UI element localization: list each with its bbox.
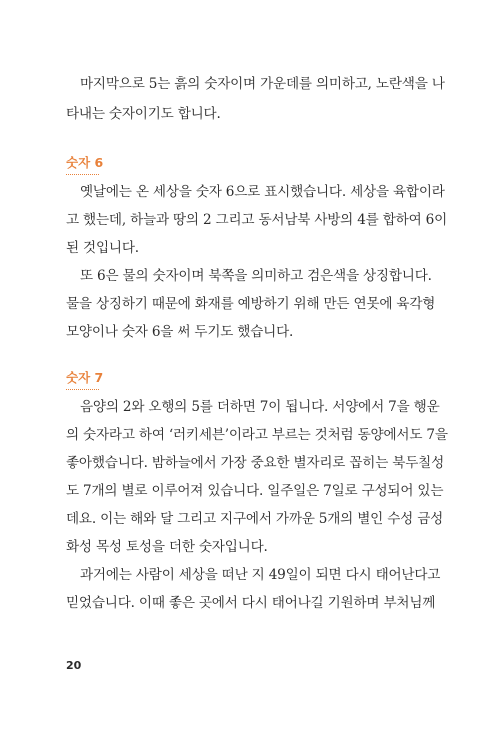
section7-p1-line-6: 화성 목성 토성을 더한 숫자입니다. (66, 539, 268, 555)
section7-p1-line-1: 음양의 2와 오행의 5를 더하면 7이 됩니다. 서양에서 7을 행운 (80, 399, 440, 415)
section7-p1-line-5: 데요. 이는 해와 달 그리고 지구에서 가까운 5개의 별인 수성 금성 (66, 511, 444, 527)
section6-p2-line-3: 모양이나 숫자 6을 써 두기도 했습니다. (66, 324, 294, 340)
section7-p2-line-2: 믿었습니다. 이때 좋은 곳에서 다시 태어나길 기원하며 부처님께 (66, 595, 436, 611)
section-heading-7: 숫자 7 (66, 370, 104, 385)
section-heading-6: 숫자 6 (66, 155, 104, 170)
page-number: 20 (66, 659, 82, 672)
section6-p1-line-3: 된 것입니다. (66, 240, 139, 256)
heading-underline-6 (66, 174, 99, 175)
intro-line-1: 마지막으로 5는 흙의 숫자이며 가운데를 의미하고, 노란색을 나 (80, 76, 445, 92)
section6-p2-line-2: 물을 상징하기 때문에 화재를 예방하기 위해 만든 연못에 육각형 (66, 296, 436, 312)
section7-p1-line-4: 도 7개의 별로 이루어져 있습니다. 일주일은 7일로 구성되어 있는 (66, 483, 444, 499)
section6-p1-line-2: 고 했는데, 하늘과 땅의 2 그리고 동서남북 사방의 4를 합하여 6이 (66, 212, 448, 228)
intro-line-2: 타내는 숫자이기도 합니다. (66, 106, 221, 122)
heading-underline-7 (66, 389, 99, 390)
section6-p2-line-1: 또 6은 물의 숫자이며 북쪽을 의미하고 검은색을 상징합니다. (80, 268, 432, 284)
section7-p1-line-2: 의 숫자라고 하여 ‘러키세븐’이라고 부르는 것처럼 동양에서도 7을 (66, 427, 448, 443)
section6-p1-line-1: 옛날에는 온 세상을 숫자 6으로 표시했습니다. 세상을 육합이라 (80, 184, 445, 200)
section7-p1-line-3: 좋아했습니다. 밤하늘에서 가장 중요한 별자리로 꼽히는 북두칠성 (66, 455, 444, 471)
section7-p2-line-1: 과거에는 사람이 세상을 떠난 지 49일이 되면 다시 태어난다고 (80, 567, 441, 583)
